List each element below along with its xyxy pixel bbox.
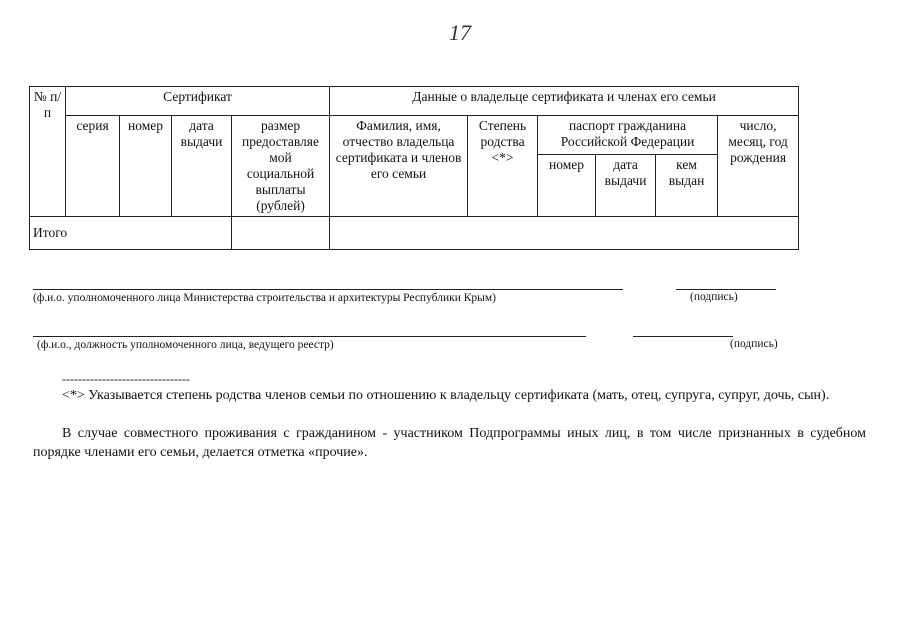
- certificate-group-header: Сертификат: [66, 87, 330, 116]
- cohabitation-note: В случае совместного проживания с гражданином - участником Подпрограммы иных лиц, в том числе признанных в судебном порядке членами его семьи, делается отметка «прочие».: [33, 426, 866, 460]
- col-number-header: № п/п: [30, 87, 66, 217]
- registry-official-caption: (ф.и.о., должность уполномоченного лица, ведущего реестр): [37, 339, 334, 351]
- col-birth-date-header: число, месяц, год рождения: [718, 116, 799, 217]
- ministry-official-caption: (ф.и.о. уполномоченного лица Министерства строительства и архитектуры Республики Крым): [33, 292, 497, 304]
- owner-group-header: Данные о владельце сертификата и членах его семьи: [330, 87, 799, 116]
- registry-signature-caption: (подпись): [730, 338, 778, 350]
- col-series-header: серия: [66, 116, 120, 217]
- registry-name-line: [33, 336, 586, 337]
- col-amount-header: размер предоставляе мой социальной выплаты (рублей): [232, 116, 330, 217]
- total-amount-cell: [232, 217, 330, 250]
- ministry-signature-caption: (подпись): [690, 291, 738, 303]
- total-label: Итого: [30, 217, 232, 250]
- total-owner-cell: [330, 217, 799, 250]
- ministry-name-line: [33, 289, 623, 290]
- registry-signature-line: [633, 336, 733, 337]
- passport-group-header: паспорт гражданина Российской Федерации: [538, 116, 718, 155]
- col-passport-issuer-header: кем выдан: [656, 154, 718, 216]
- col-kinship-header: Степень родства <*>: [468, 116, 538, 217]
- page-number: 17: [449, 20, 471, 45]
- col-passport-date-header: дата выдачи: [596, 154, 656, 216]
- certificate-register-table: [29, 86, 799, 250]
- col-issue-date-header: дата выдачи: [172, 116, 232, 217]
- col-passport-number-header: номер: [538, 154, 596, 216]
- col-certificate-number-header: номер: [120, 116, 172, 217]
- col-full-name-header: Фамилия, имя, отчество владельца сертификата и членов его семьи: [330, 116, 468, 217]
- kinship-footnote: <*> Указывается степень родства членов семьи по отношению к владельцу сертификата (мать, отец, супруга, супруг, дочь, сын).: [62, 388, 830, 403]
- footnote-separator: --------------------------------: [62, 372, 190, 386]
- ministry-signature-line: [676, 289, 776, 290]
